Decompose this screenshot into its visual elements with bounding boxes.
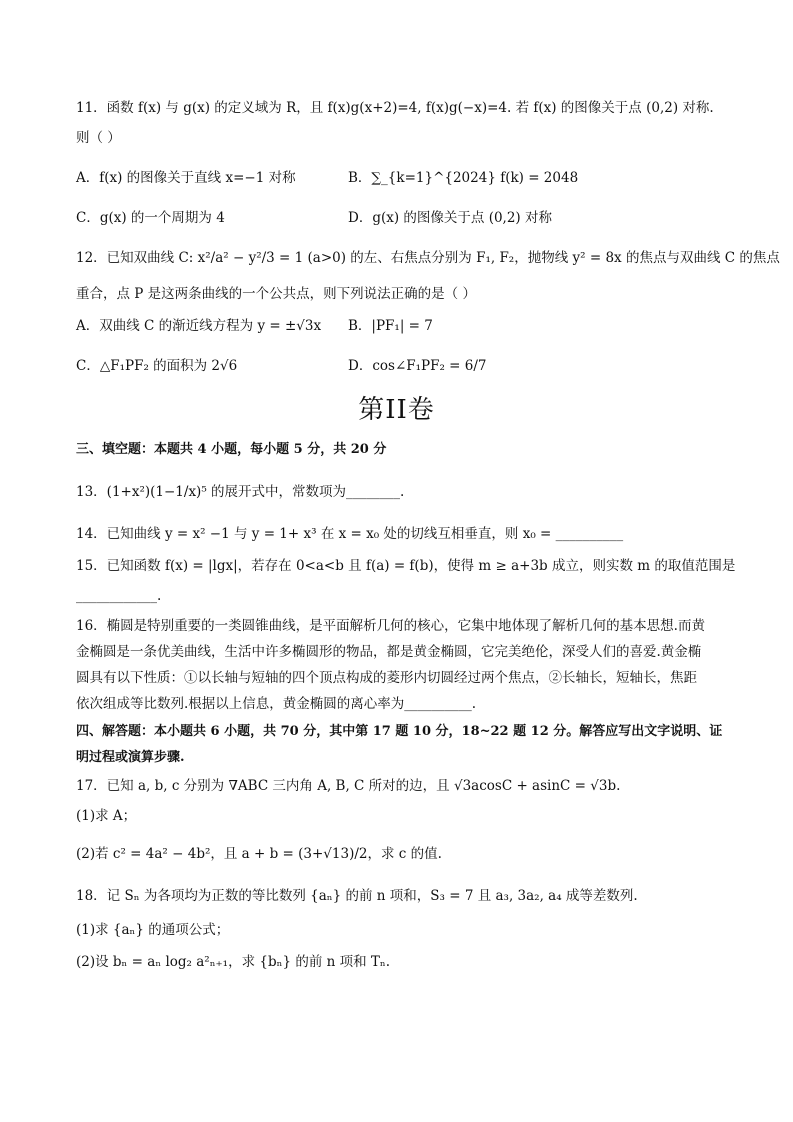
q18-part-1: (1)求 {aₙ} 的通项公式； (76, 922, 230, 938)
q15-blank: ____________. (76, 588, 162, 604)
q18: 18．记 Sₙ 为各项均为正数的等比数列 {aₙ} 的前 n 项和，S₃ = 7 且 a₃, 3a₂, a₄ 成等差数列. (76, 888, 638, 904)
q11-option-a: A．f(x) 的图像关于直线 x=−1 对称 (76, 170, 296, 186)
q11-option-b: B．∑_{k=1}^{2024} f(k) = 2048 (348, 170, 579, 186)
q16-line-4: 依次组成等比数列.根据以上信息，黄金椭圆的离心率为__________. (76, 696, 477, 712)
q17-part-2: (2)若 c² = 4a² − 4b²，且 a + b = (3+√13)/2，求 c 的值. (76, 846, 442, 862)
q11-option-d: D．g(x) 的图像关于点 (0,2) 对称 (348, 210, 552, 226)
q12-stem: 12．已知双曲线 C: x²/a² − y²/3 = 1 (a>0) 的左、右焦点分别为 F₁, F₂，抛物线 y² = 8x 的焦点与双曲线 C 的焦点 (76, 250, 780, 266)
q17-part-1: (1)求 A； (76, 808, 137, 824)
q11-option-c: C．g(x) 的一个周期为 4 (76, 210, 225, 226)
q14: 14．已知曲线 y = x² −1 与 y = 1+ x³ 在 x = x₀ 处的切线互相垂直，则 x₀ = __________ (76, 526, 624, 542)
section-4-heading-2: 明过程或演算步骤. (76, 750, 185, 765)
section-title: 第II卷 (358, 395, 435, 425)
q12-cont: 重合，点 P 是这两条曲线的一个公共点，则下列说法正确的是（ ） (76, 286, 476, 302)
section-4-heading-1: 四、解答题：本小题共 6 小题，共 70 分，其中第 17 题 10 分，18~22 题 12 分。解答应写出文字说明、证 (76, 724, 723, 739)
q12-option-c: C．△F₁PF₂ 的面积为 2√6 (76, 358, 238, 374)
q12-option-d: D．cos∠F₁PF₂ = 6/7 (348, 358, 487, 374)
q17: 17．已知 a, b, c 分别为 ∇ABC 三内角 A, B, C 所对的边，且 √3acosC + asinC = √3b. (76, 778, 621, 794)
q16-line-2: 金椭圆是一条优美曲线，生活中许多椭圆形的物品，都是黄金椭圆，它完美绝伦，深受人们的喜爱.黄金椭 (76, 644, 702, 660)
q12-option-b: B．|PF₁| = 7 (348, 318, 433, 334)
q12-option-a: A．双曲线 C 的渐近线方程为 y = ±√3x (76, 318, 322, 334)
q11-stem: 11．函数 f(x) 与 g(x) 的定义域为 R，且 f(x)g(x+2)=4, f(x)g(−x)=4. 若 f(x) 的图像关于点 (0,2) 对称. (76, 100, 714, 116)
q13: 13．(1+x²)(1−1/x)⁵ 的展开式中，常数项为________. (76, 484, 405, 500)
q16-line-3: 圆具有以下性质：①以长轴与短轴的四个顶点构成的菱形内切圆经过两个焦点，②长轴长，短轴长，焦距 (76, 670, 697, 686)
q16-line-1: 16．椭圆是特别重要的一类圆锥曲线，是平面解析几何的核心，它集中地体现了解析几何的基本思想.而黄 (76, 618, 705, 634)
q18-part-2: (2)设 bₙ = aₙ log₂ a²ₙ₊₁，求 {bₙ} 的前 n 项和 Tₙ. (76, 954, 391, 970)
q15: 15．已知函数 f(x) = |lgx|，若存在 0<a<b 且 f(a) = f(b)，使得 m ≥ a+3b 成立，则实数 m 的取值范围是 (76, 558, 736, 574)
section-3-heading: 三、填空题：本题共 4 小题，每小题 5 分，共 20 分 (76, 442, 387, 457)
q11-then: 则（ ） (76, 130, 121, 146)
